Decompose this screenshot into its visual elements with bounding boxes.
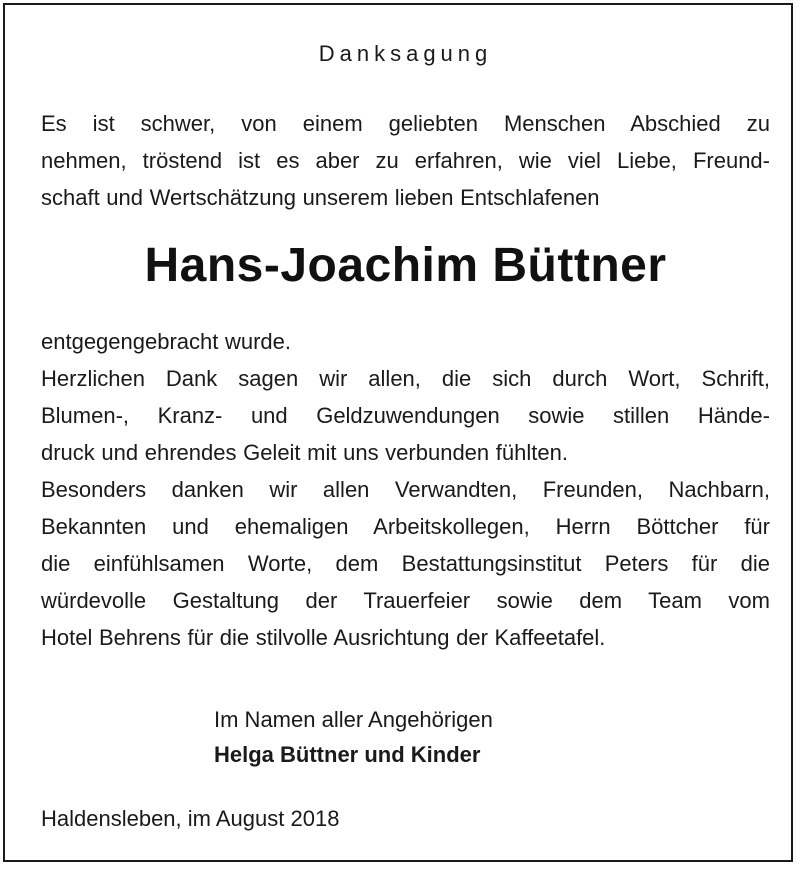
body-line: druck und ehrendes Geleit mit uns verbunden fühlten. (41, 440, 568, 465)
signature-intro: Im Namen aller Angehörigen (214, 707, 493, 732)
body-line: Hotel Behrens für die stilvolle Ausrichtung der Kaffeetafel. (41, 625, 606, 650)
intro-line: Es ist schwer, von einem geliebten Menschen Abschied zu (41, 111, 770, 136)
deceased-name: Hans-Joachim Büttner (144, 239, 667, 292)
body-line: Bekannten und ehemaligen Arbeitskollegen, Herrn Böttcher für (41, 514, 770, 539)
notice-heading: Danksagung (318, 41, 493, 66)
intro-line: schaft und Wertschätzung unserem lieben Entschlafenen (41, 185, 600, 210)
thanks-paragraph (41, 323, 770, 656)
notice-frame (3, 3, 793, 862)
intro-line: nehmen, tröstend ist es aber zu erfahren, wie viel Liebe, Freund- (41, 148, 770, 173)
body-line: würdevolle Gestaltung der Trauerfeier sowie dem Team vom (41, 588, 770, 613)
signature-name: Helga Büttner und Kinder (214, 742, 481, 767)
body-line: Besonders danken wir allen Verwandten, Freunden, Nachbarn, (41, 477, 770, 502)
body-line: entgegengebracht wurde. (41, 329, 292, 354)
body-line: Blumen-, Kranz- und Geldzuwendungen sowie stillen Hände- (41, 403, 770, 428)
signature-block (214, 702, 493, 772)
intro-paragraph (41, 105, 770, 216)
place-date: Haldensleben, im August 2018 (41, 806, 340, 831)
body-line: Herzlichen Dank sagen wir allen, die sich durch Wort, Schrift, (41, 366, 770, 391)
body-line: die einfühlsamen Worte, dem Bestattungsinstitut Peters für die (41, 551, 770, 576)
